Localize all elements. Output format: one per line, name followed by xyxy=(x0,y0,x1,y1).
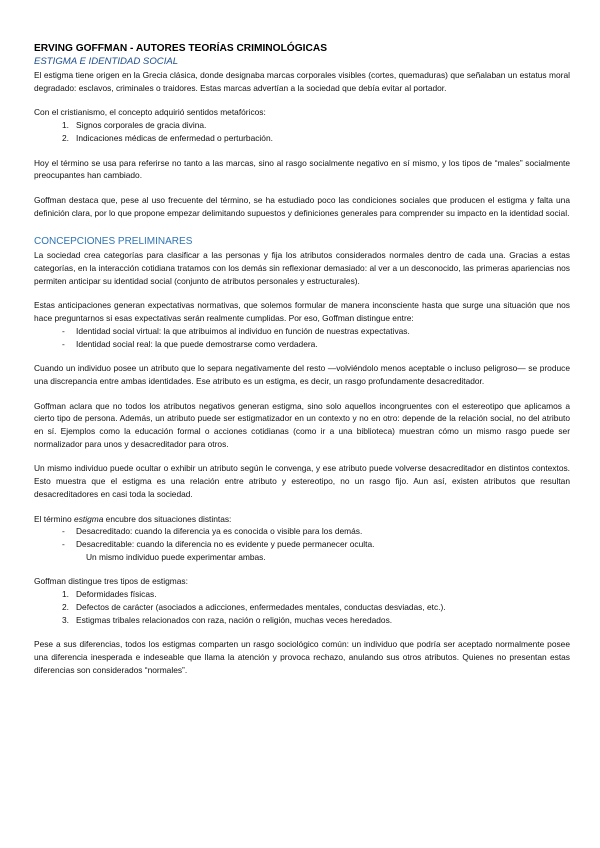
list-item: - Desacreditable: cuando la diferencia no es evidente y puede permanecer oculta. xyxy=(62,538,375,549)
paragraph-categories: La sociedad crea categorías para clasificar a las personas y fija los atributos considerados normales dentro de cada una. Gracias a estas categorías, en la interacción cotidiana tratamos con los demás sin reflexionar demasiado: al ver a un desconocido, las primeras apariencias nos permiten anticipar su identidad social (conjunto de atributos personales y estructurales). xyxy=(34,250,570,286)
paragraph-goffman-highlights: Goffman destaca que, pese al uso frecuente del término, se ha estudiado poco las condiciones sociales que producen el estigma y falta una definición clara, por lo que propone empezar delimitando supuestos y definiciones generales para comprender su impacto en la identidad social. xyxy=(34,194,570,218)
document-title: ERVING GOFFMAN - AUTORES TEORÍAS CRIMINOLÓGICAS xyxy=(34,43,327,54)
section-heading-preliminary: CONCEPCIONES PRELIMINARES xyxy=(34,236,193,248)
paragraph-incongruent-attributes: Goffman aclara que no todos los atributos negativos generan estigma, sino solo aquellos incongruentes con el estereotipo que aplicamos a cierto tipo de persona. Además, un atributo puede ser estigmatizador en un contexto y no en otro: depende de la relación social, no del atributo en sí. Ejemplos como la educación formal o acciones cotidianas (como ir a una biblioteca) muestran cómo un mismo rasgo puede ser normalizador para unos y desacreditador para otros. xyxy=(34,400,570,449)
paragraph-relation: Un mismo individuo puede ocultar o exhibir un atributo según le convenga, y ese atributo puede volverse desacreditador en distintos contextos. Esto muestra que el estigma es una relación entre atributo y estereotipo, no un rasgo fijo. Aun así, existen atributos que resultan desacreditadores en casi toda la sociedad. xyxy=(34,463,570,499)
paragraph-christianity: Con el cristianismo, el concepto adquirió sentidos metafóricos: xyxy=(34,107,266,118)
paragraph-common-trait: Pese a sus diferencias, todos los estigmas comparten un rasgo sociológico común: un individuo que podría ser aceptado normalmente posee una diferencia inesperada e indeseable que llama la atención y provoca rechazo, anulando sus otros atributos. Quienes no presentan estas diferencias son considerados “normales”. xyxy=(34,639,570,675)
paragraph-origin: El estigma tiene origen en la Grecia clásica, donde designaba marcas corporales visibles (cortes, quemaduras) que señalaban un estatus moral degradado: esclavos, criminales o traidores. Estas marcas advertían a la sociedad que debía evitar al portador. xyxy=(34,70,570,93)
list-item: 1. Deformidades físicas. xyxy=(62,589,157,600)
list-stigma-types xyxy=(34,588,570,626)
paragraph-today: Hoy el término se usa para referirse no tanto a las marcas, sino al rasgo socialmente negativo en sí mismo, y los tipos de “males” socialmente preocupantes han cambiado. xyxy=(34,157,570,181)
list-item: - Identidad social virtual: la que atribuimos al individuo en función de nuestras expectativas. xyxy=(62,325,410,336)
paragraph-expectations: Estas anticipaciones generan expectativas normativas, que solemos formular de manera inconsciente hasta que surge una situación que nos hace preguntarnos si esas expectativas serán realmente cumplidas. Por eso, Goffman distingue entre: xyxy=(34,300,570,324)
list-item: 1. Signos corporales de gracia divina. xyxy=(62,120,207,131)
list-item: - Desacreditado: cuando la diferencia ya es conocida o visible para los demás. xyxy=(62,526,363,537)
list-item: - Identidad social real: la que puede demostrarse como verdadera. xyxy=(62,338,318,349)
list-note: Un mismo individuo puede experimentar ambas. xyxy=(86,551,266,562)
list-identities xyxy=(34,325,570,350)
list-metaphoric-senses xyxy=(34,119,570,144)
paragraph-discrepancy: Cuando un individuo posee un atributo que lo separa negativamente del resto —volviéndolo menos aceptable o incluso peligroso— se produce una discrepancia entre ambas identidades. Ese atributo es un estigma, es decir, un rasgo profundamente desacreditador. xyxy=(34,363,570,386)
list-item: 2. Defectos de carácter (asociados a adicciones, enfermedades mentales, conductas desviadas, etc.). xyxy=(62,601,446,612)
list-item: 3. Estigmas tribales relacionados con raza, nación o religión, muchas veces heredados. xyxy=(62,614,393,625)
paragraph-two-situations: El término estigma encubre dos situaciones distintas: xyxy=(34,513,232,524)
list-situations xyxy=(34,525,570,550)
paragraph-three-types: Goffman distingue tres tipos de estigmas: xyxy=(34,576,188,587)
document-subtitle: ESTIGMA E IDENTIDAD SOCIAL xyxy=(34,56,179,67)
list-item: 2. Indicaciones médicas de enfermedad o perturbación. xyxy=(62,132,273,143)
